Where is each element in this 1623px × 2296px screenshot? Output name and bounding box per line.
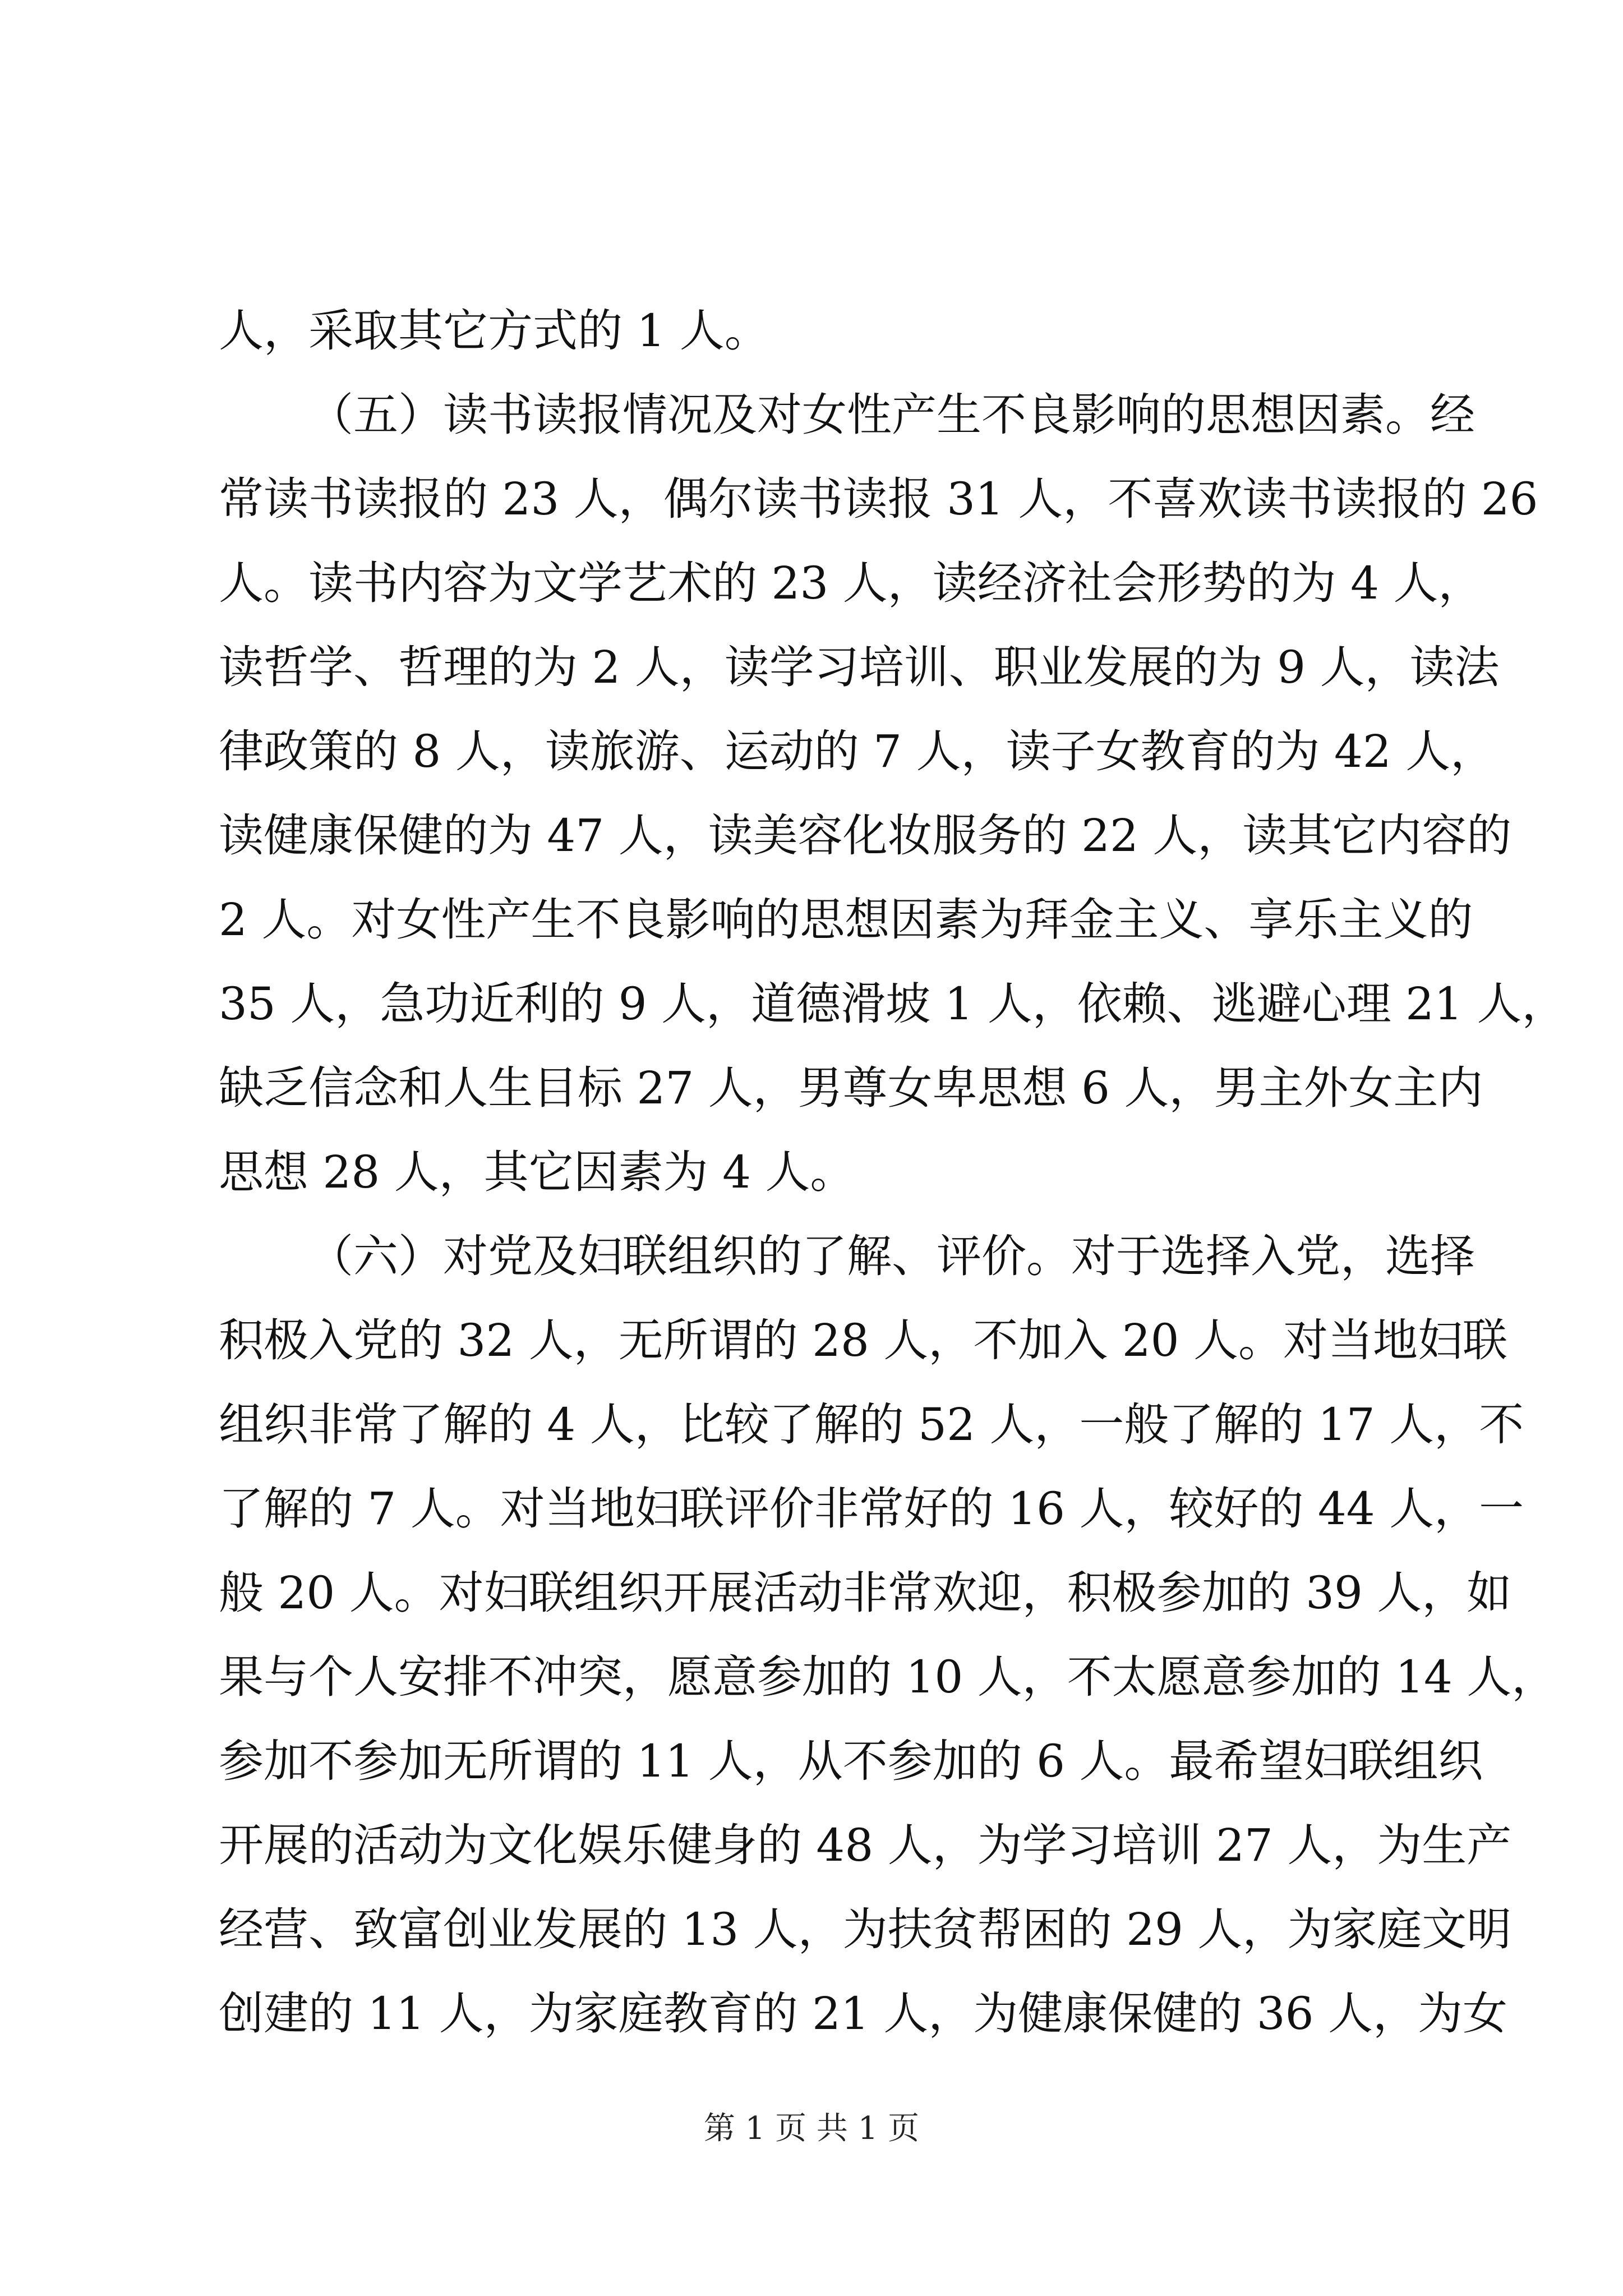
paragraph-heading-five: （五）读书读报情况及对女性产生不良影响的思想因素。经	[308, 389, 1475, 441]
text-line: 人，采取其它方式的 1 人。	[219, 305, 769, 357]
text-line: 常读书读报的 23 人，偶尔读书读报 31 人，不喜欢读书读报的 26	[219, 473, 1538, 525]
text-line: 2 人。对女性产生不良影响的思想因素为拜金主义、享乐主义的	[219, 894, 1473, 946]
text-line: 果与个人安排不冲突，愿意参加的 10 人，不太愿意参加的 14 人，	[219, 1651, 1557, 1703]
text-line: 律政策的 8 人，读旅游、运动的 7 人，读子女教育的为 42 人，	[219, 725, 1496, 777]
text-line: 积极入党的 32 人，无所谓的 28 人，不加入 20 人。对当地妇联	[219, 1314, 1507, 1366]
page-footer: 第 1 页 共 1 页	[703, 2110, 920, 2147]
text-line: 参加不参加无所谓的 11 人，从不参加的 6 人。最希望妇联组织	[219, 1735, 1483, 1787]
text-line: 缺乏信念和人生目标 27 人，男尊女卑思想 6 人，男主外女主内	[219, 1062, 1483, 1114]
paragraph-heading-six: （六）对党及妇联组织的了解、评价。对于选择入党，选择	[308, 1230, 1475, 1282]
text-line: 开展的活动为文化娱乐健身的 48 人，为学习培训 27 人，为生产	[219, 1819, 1512, 1871]
text-line: 35 人，急功近利的 9 人，道德滑坡 1 人，依赖、逃避心理 21 人，	[219, 978, 1567, 1030]
text-line: 创建的 11 人，为家庭教育的 21 人，为健康保健的 36 人，为女	[219, 1987, 1507, 2040]
text-line: 般 20 人。对妇联组织开展活动非常欢迎，积极参加的 39 人，如	[219, 1567, 1512, 1619]
text-line: 思想 28 人，其它因素为 4 人。	[219, 1146, 855, 1198]
text-line: 读健康保健的为 47 人，读美容化妆服务的 22 人，读其它内容的	[219, 809, 1512, 862]
text-line: 人。读书内容为文学艺术的 23 人，读经济社会形势的为 4 人，	[219, 557, 1483, 609]
text-line: 经营、致富创业发展的 13 人，为扶贫帮困的 29 人，为家庭文明	[219, 1903, 1512, 1955]
text-line: 了解的 7 人。对当地妇联评价非常好的 16 人，较好的 44 人，一	[219, 1483, 1524, 1535]
text-line: 读哲学、哲理的为 2 人，读学习培训、职业发展的为 9 人，读法	[219, 641, 1500, 693]
text-line: 组织非常了解的 4 人，比较了解的 52 人，一般了解的 17 人，不	[219, 1398, 1524, 1451]
